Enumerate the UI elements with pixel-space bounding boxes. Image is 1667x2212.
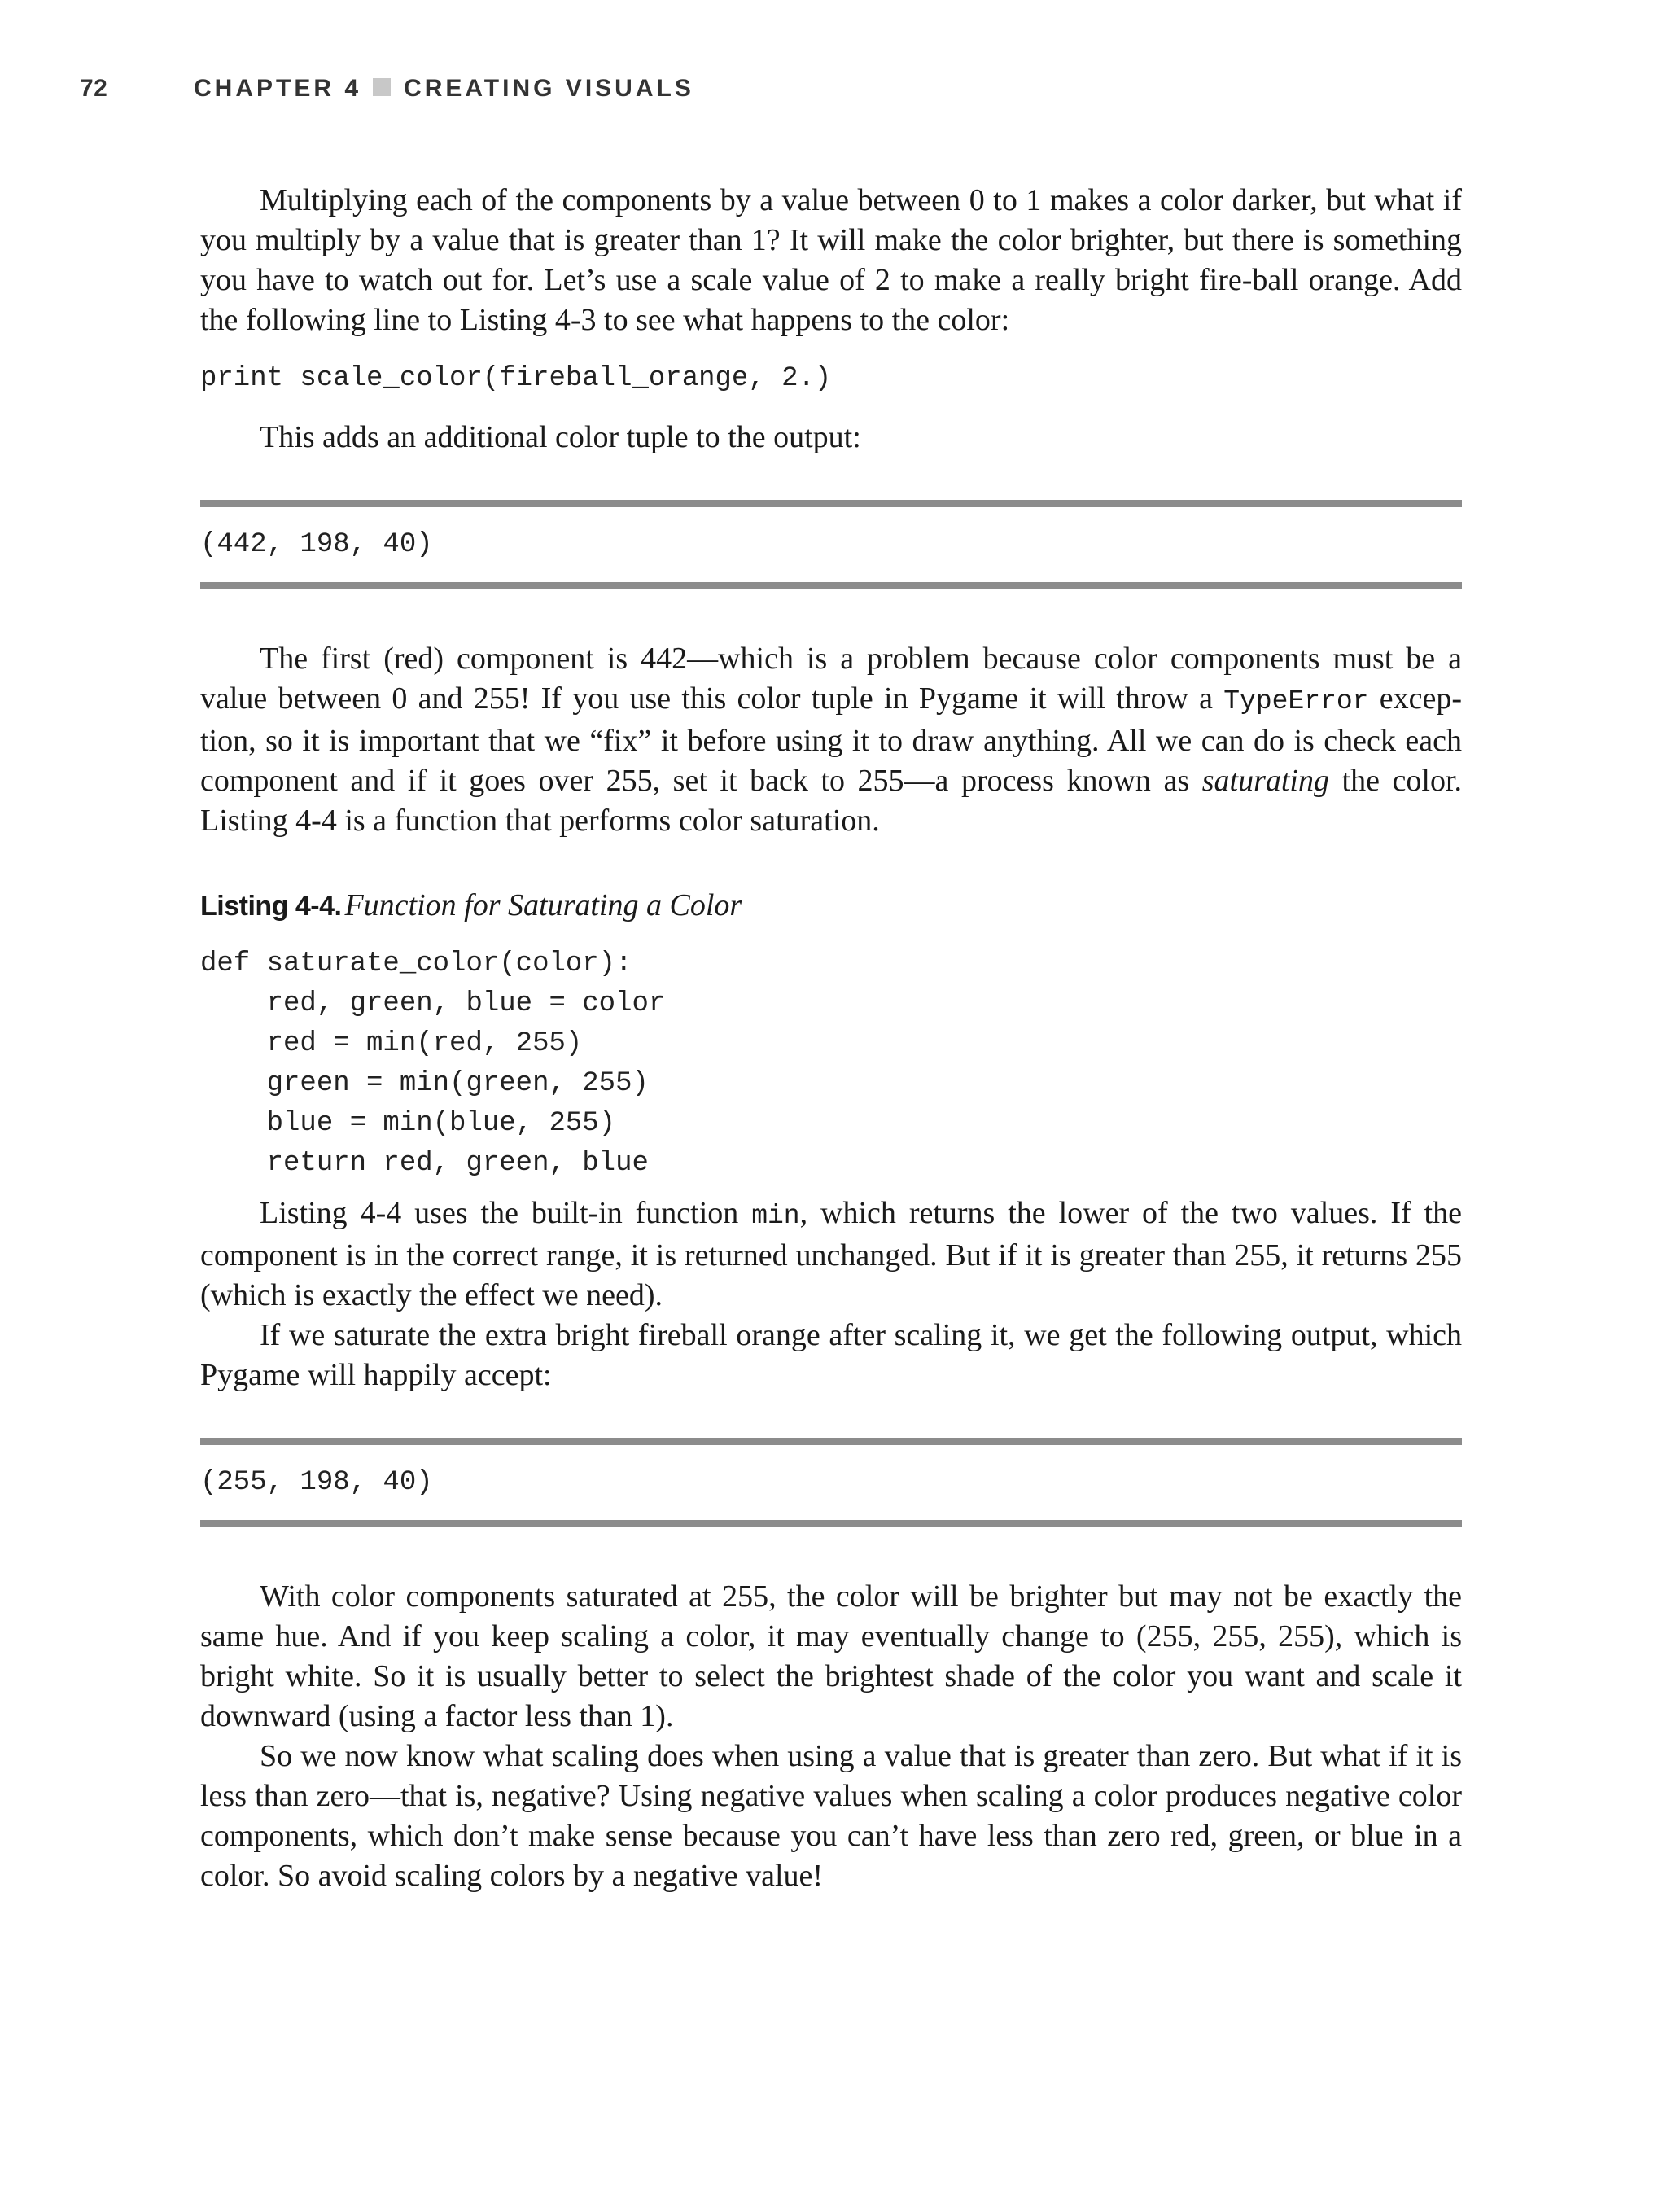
- listing-title: Function for Saturating a Color: [344, 888, 742, 922]
- separator-square-icon: [373, 78, 391, 96]
- paragraph-2: This adds an additional color tuple to the output:: [260, 420, 861, 454]
- paragraph-6: With color components saturated at 255, the color will be brighter but may not be exactly the same hue. And if you keep scaling a color, it may eventually change to (255, 255, 255), which is bright white. So it is usually better to select the brightest shade of the color you want and scale it downward (using a factor less than 1).: [200, 1579, 1462, 1733]
- emphasis-saturating: saturating: [1201, 764, 1329, 798]
- paragraph-4-text-b: , which returns the lower of the two values. If the component is in the correct range, it is returned unchanged. But if it is greater than 255, it returns 255 (which is exactly the effect we need).: [200, 1196, 1462, 1312]
- inline-code-min: min: [751, 1201, 800, 1231]
- paragraph-4: [200, 1194, 1462, 1316]
- listing-code-line: blue = min(blue, 255): [200, 1108, 616, 1139]
- listing-code-line: red = min(red, 255): [200, 1028, 583, 1059]
- output-box-2: [200, 1438, 1462, 1527]
- running-head: [80, 75, 1464, 107]
- paragraph-5: If we saturate the extra bright fireball orange after scaling it, we get the following output, which Pygame will happily accept:: [200, 1318, 1462, 1392]
- listing-code-line: return red, green, blue: [200, 1148, 649, 1179]
- page-number: 72: [80, 75, 108, 102]
- listing-code-line: green = min(green, 255): [200, 1068, 649, 1099]
- listing-caption: [200, 886, 1462, 931]
- code-snippet-print: print scale_color(fireball_orange, 2.): [200, 363, 832, 394]
- chapter-label: CHAPTER 4: [194, 75, 362, 102]
- paragraph-4-text-a: Listing 4-4 uses the built-in function: [260, 1196, 752, 1230]
- output-tuple-1: (442, 198, 40): [200, 529, 433, 560]
- section-label: CREATING VISUALS: [404, 75, 694, 102]
- page-body: [200, 181, 1462, 1896]
- paragraph-3-text-c: the color. Listing 4-4 is a function that performs color saturation.: [200, 764, 1463, 838]
- paragraph-1: Multiplying each of the components by a value between 0 to 1 makes a color darker, but what if you multiply by a value that is greater than 1? It will make the color brighter, but there is something you have to watch out for. Let’s use a scale value of 2 to make a really bright fire-ball orange. Add the following line to Listing 4-3 to see what happens to the color:: [200, 183, 1462, 337]
- paragraph-7: So we now know what scaling does when using a value that is greater than zero. But what if it is less than zero—that is, negative? Using negative values when scaling a color produces negative color components, which don’t make sense because you can’t have less than zero red, green, or blue in a color. So avoid scaling colors by a negative value!: [200, 1739, 1462, 1893]
- listing-code-block: [200, 944, 1462, 1184]
- listing-label: Listing 4-4.: [200, 891, 342, 922]
- chapter-heading: [194, 75, 694, 103]
- inline-code-typeerror: TypeError: [1223, 686, 1369, 716]
- output-tuple-2: (255, 198, 40): [200, 1467, 433, 1498]
- paragraph-3-text-b: excep-tion, so it is important that we “fix” it before using it to draw anything. All we can do is check each component and if it goes over 255, set it back to 255—a process known as: [200, 681, 1462, 798]
- paragraph-3-text-a: The first (red) component is 442—which is a problem because color components must be a value between 0 and 255! If you use this color tuple in Pygame it will throw a: [200, 642, 1462, 716]
- paragraph-3: [200, 639, 1462, 841]
- output-box-1: [200, 500, 1462, 589]
- listing-code-line: def saturate_color(color):: [200, 948, 632, 979]
- listing-code-line: red, green, blue = color: [200, 988, 666, 1019]
